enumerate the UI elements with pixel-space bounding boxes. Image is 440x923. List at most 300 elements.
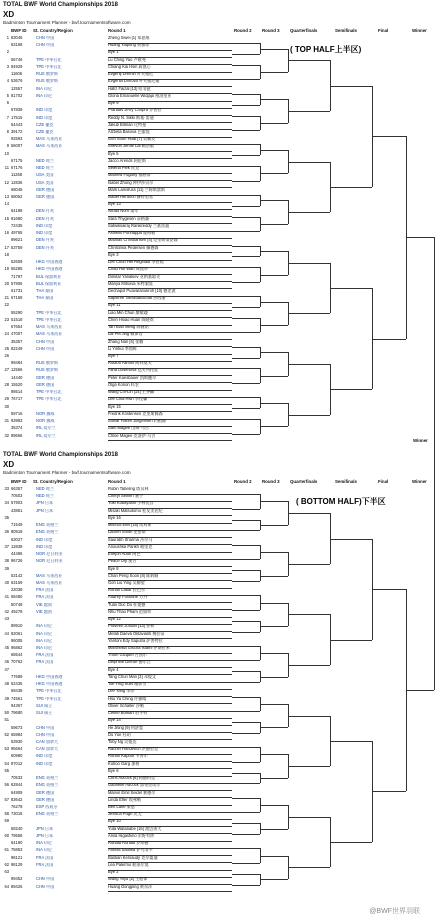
bottom-header-semifinals: Semifinals (335, 479, 357, 484)
bracket-hline (232, 267, 260, 268)
draw-position: 8 (6, 129, 9, 134)
country: FRA 法国 (36, 588, 54, 593)
bracket-hline (260, 403, 288, 404)
country: IND 印度 (36, 544, 53, 549)
player-name: Lee Chia Hsin 李佳馨 (108, 397, 148, 402)
country: DEN 丹麦 (36, 209, 54, 214)
draw-position: 37 (4, 544, 9, 549)
draw-position: 2 (6, 50, 9, 55)
draw-position: 3 (6, 64, 9, 69)
top-subtitle: Badminton Tournament Planner - bwf.tournamentsoftware.com (3, 20, 131, 25)
top-header-semifinals: Semifinals (335, 28, 357, 33)
bracket-hline (260, 805, 288, 806)
bracket-hline (330, 389, 372, 390)
bwf-id: 61731 (11, 288, 23, 293)
bracket-hline (232, 682, 260, 683)
country: NOR 挪威 (36, 419, 55, 424)
draw-position: 44 (4, 631, 9, 636)
draw-position: 52 (4, 732, 9, 737)
player-name: Pranaav Jerry Chopra 乔普拉 (108, 108, 162, 113)
bracket-hline (232, 722, 260, 723)
bracket-hline (232, 610, 260, 611)
bwf-id: 64909 (11, 790, 23, 795)
bracket-hline (232, 595, 260, 596)
bracket-hline (288, 614, 330, 615)
draw-position: 13 (4, 195, 9, 200)
country: CHN 中国 (36, 725, 55, 730)
top-header-round1: Round 1 (108, 28, 126, 33)
player-name: Sam Magee 山姆·马吉 (108, 426, 149, 431)
bracket-hline (232, 332, 260, 333)
country: VIE 越南 (36, 609, 52, 614)
draw-position: 32 (4, 433, 9, 438)
draw-position: 21 (4, 296, 9, 301)
bracket-hline (232, 823, 260, 824)
player-name: Peace Orji 奥吉 (108, 559, 137, 564)
player-name: Alzbeta Basova 巴索娃 (108, 129, 150, 134)
draw-position: 22 (4, 303, 9, 308)
draw-position: 1 (6, 36, 9, 40)
bracket-hline (232, 116, 260, 117)
bwf-id: 94367 (11, 703, 23, 708)
draw-position: 49 (4, 696, 9, 701)
draw-position: 7 (6, 115, 9, 120)
player-name: Christinna Pedersen 佩德森 (108, 245, 159, 250)
bracket-hline (372, 136, 406, 137)
bwf-id: 84929 (11, 64, 23, 69)
player-name: Chloe Magee 克洛伊·马吉 (108, 433, 156, 438)
country: ENG 英格兰 (36, 783, 59, 788)
bracket-hline (330, 842, 372, 843)
country: SUI 瑞士 (36, 711, 53, 716)
draw-position: 58 (4, 812, 9, 817)
player-name: Sara Thygesen 蒂格森 (108, 216, 150, 221)
bracket-hline (260, 173, 288, 174)
bwf-id: 52609 (11, 260, 23, 265)
bwf-id: 82249 (11, 346, 23, 351)
country: NED 荷兰 (36, 487, 54, 491)
bracket-hline (260, 727, 288, 728)
draw-position: 64 (4, 884, 9, 889)
bracket-hline (260, 224, 288, 225)
player-name: Wang Yilyu [2] 王懿律 (108, 877, 148, 882)
player-name: Kuhoo Garg 加格 (108, 761, 140, 766)
draw-position: 55 (4, 768, 9, 773)
bwf-id: 81702 (11, 93, 23, 98)
bracket-hline (232, 408, 260, 409)
country: IND 印度 (36, 537, 53, 542)
player-name: Tuan Duc Do 杜俊德 (108, 602, 146, 607)
bracket-hline (232, 155, 260, 156)
player-name: Huang Yaqiong 黄雅琼 (108, 43, 150, 48)
bwf-id: 63168 (11, 43, 23, 48)
draw-position: 15 (4, 216, 9, 221)
draw-position: 60 (4, 833, 9, 838)
player-name: Robin Tabeling 塔贝林 (108, 487, 149, 491)
bwf-id: 80918 (11, 530, 23, 535)
bracket-hline (232, 671, 260, 672)
bwf-id: 43851 (11, 508, 23, 513)
bracket-hline (372, 339, 406, 340)
bwf-id: 55290 (11, 310, 23, 315)
country: TPE 中华台北 (36, 310, 62, 315)
player-name: Jacco Arends 阿伦斯 (108, 158, 146, 163)
player-name: Sapsiree Taerattanachai 沙西丽 (108, 296, 166, 301)
player-name: Yuki Kobayashi 小林优吾 (108, 501, 154, 506)
bwf-id: 53159 (11, 580, 23, 585)
country: FRA 法国 (36, 595, 54, 600)
player-name: Tan Kian Meng 陈健铭 (108, 325, 149, 330)
bracket-hline (288, 716, 330, 717)
bracket-hline (288, 162, 330, 163)
bwf-id: 59716 (11, 411, 23, 416)
player-name: Du Yue 杜玥 (108, 732, 131, 737)
bracket-hline (288, 263, 330, 264)
bwf-id: 64188 (11, 209, 23, 214)
bottom-header-round2: Round 2 (234, 479, 252, 484)
draw-position: 29 (4, 397, 9, 402)
bracket-hline (232, 296, 260, 297)
bwf-id: 35357 (11, 339, 23, 344)
bwf-id: 63027 (11, 537, 23, 542)
bracket-hline (232, 206, 260, 207)
bracket-hline (232, 246, 260, 247)
bwf-id: 83046 (11, 36, 23, 40)
bwf-id: 77689 (11, 674, 23, 679)
bwf-id: 47007 (11, 332, 23, 337)
country: VIE 越南 (36, 602, 52, 607)
bracket-hline (232, 217, 260, 218)
bwf-id: 96005 (11, 638, 23, 643)
bwf-id: 68544 (11, 653, 23, 658)
draw-position: 59 (4, 819, 9, 824)
bracket-hline (232, 798, 260, 799)
bracket-hline (288, 313, 330, 314)
player-name: Chau Hoi Wah 周凯华 (108, 267, 148, 272)
bwf-id: 68045 (11, 187, 23, 192)
country: INA 印尼 (36, 646, 52, 651)
bracket-hline (232, 646, 260, 647)
player-name: Lauren Smith 史密斯 (108, 530, 146, 535)
player-name: Peter Kaesbauer 凯斯鲍尔 (108, 375, 157, 380)
bottom-header-bwf-id: BWF ID (11, 479, 27, 484)
bracket-hline (260, 325, 288, 326)
draw-position: 40 (4, 580, 9, 585)
bwf-id: 44496 (11, 552, 23, 557)
bwf-id: 12838 (11, 544, 23, 549)
draw-position: 38 (4, 559, 9, 564)
player-name: Toby Ng 吴俊达 (108, 739, 137, 744)
bracket-hline (232, 783, 260, 784)
country: MAS 马来西亚 (36, 580, 63, 585)
country: HKG 中国香港 (36, 674, 63, 679)
bwf-id: 54443 (11, 122, 23, 127)
country: TPE 中华台北 (36, 57, 62, 62)
bracket-hline (288, 817, 330, 818)
country: IND 印度 (36, 231, 53, 236)
bracket-hline (260, 426, 288, 427)
draw-position: 45 (4, 646, 9, 651)
bracket-hline (260, 856, 288, 857)
draw-position: 28 (4, 382, 9, 387)
player-name: Chen Hsiao Huan 陈晓欢 (108, 317, 154, 322)
player-name: Marsheilla Gischa Islami 伊斯拉米 (108, 646, 170, 651)
bwf-id: 76278 (11, 805, 23, 810)
player-name: Marvin Emil Seidel 赛德尔 (108, 790, 156, 795)
player-name: Jessica Pugh 皮尤 (108, 812, 142, 817)
country: ESP 西班牙 (36, 805, 58, 810)
player-name: Nhu Thao Pham 范如草 (108, 609, 152, 614)
player-name: Ronald Ronald 罗纳德 (108, 841, 149, 846)
bracket-hline (260, 653, 288, 654)
bracket-hline (232, 130, 260, 131)
bracket-hline (232, 105, 260, 106)
player-name: Shevon Jemie Lai 赖洁敏 (108, 144, 154, 149)
player-name: Rohan Kapoor 卡普尔 (108, 754, 148, 759)
country: MAS 马来西亚 (36, 144, 63, 149)
bracket-hline (288, 111, 330, 112)
draw-position: 46 (4, 660, 9, 665)
bracket-hline (232, 697, 260, 698)
bracket-hline (232, 256, 260, 257)
bracket-hline (260, 49, 288, 50)
draw-position: 27 (4, 368, 9, 373)
player-name: Mathew Fogarty 福格蒂 (108, 173, 151, 178)
player-name: Bye 12 (108, 617, 121, 622)
bwf-id: 70533 (11, 776, 23, 781)
bracket-hline (232, 318, 260, 319)
bwf-id: 76717 (11, 397, 23, 402)
row-underline (108, 440, 232, 441)
country: IND 印度 (36, 108, 53, 113)
country: TPE 中华台北 (36, 390, 62, 395)
bracket-hline (260, 251, 288, 252)
bwf-id: 49278 (11, 609, 23, 614)
bwf-id: 73018 (11, 812, 23, 817)
player-name: Niclas Nohr 诺尔 (108, 209, 139, 214)
bracket-hline (330, 539, 372, 540)
country: JPN 日本 (36, 826, 54, 831)
draw-position: 17 (4, 245, 9, 250)
bracket-hline (232, 621, 260, 622)
country: USA 美国 (36, 180, 54, 185)
country: FRA 法国 (36, 862, 54, 867)
top-event-code: XD (3, 10, 15, 19)
bottom-header-final: Final (378, 479, 389, 484)
bwf-id: 89910 (11, 624, 23, 629)
player-name: Alina Davletova 达夫列托娃 (108, 368, 159, 373)
bwf-id: 67175 (11, 158, 23, 163)
country: DEN 丹麦 (36, 238, 54, 243)
bwf-id: 71549 (11, 523, 23, 528)
player-name: Hafiz Faizal [13] 哈菲兹 (108, 86, 151, 91)
draw-position: 30 (4, 404, 9, 409)
bwf-id: 12566 (11, 368, 23, 373)
player-name: Wang Chi-Lin [14] 王齐麟 (108, 390, 155, 395)
bracket-hline (260, 778, 288, 779)
player-name: Goh Soon Huat [7] 吴顺发 (108, 137, 156, 142)
bwf-id: 53676 (11, 79, 23, 84)
bwf-id: 64180 (11, 841, 23, 846)
bracket-hline (232, 94, 260, 95)
player-name: Cheryl Seinen 塞宁 (108, 494, 144, 499)
bracket-hline (232, 166, 260, 167)
player-name: Mariya Mitsova 米特索娃 (108, 281, 154, 286)
bracket-hline (232, 559, 260, 560)
bwf-id: 89426 (11, 884, 23, 889)
bwf-id: 68052 (11, 195, 23, 200)
draw-position: 43 (4, 617, 9, 622)
bwf-id: 99621 (11, 238, 23, 243)
bwf-id: 89666 (11, 433, 23, 438)
draw-position: 34 (4, 501, 9, 506)
player-name: Arisa Higashino 东野有纱 (108, 833, 155, 838)
draw-position: 61 (4, 848, 9, 853)
country: GER 德国 (36, 797, 55, 802)
bwf-id: 74561 (11, 696, 23, 701)
bwf-id: 12836 (11, 180, 23, 185)
bwf-id: 53142 (11, 573, 23, 578)
bwf-id: 65984 (11, 732, 23, 737)
bracket-hline (232, 834, 260, 835)
bracket-hline (260, 525, 288, 526)
country: TPE 中华台北 (36, 317, 62, 322)
player-name: Zhang Nan [6] 张楠 (108, 339, 144, 344)
country: NED 荷兰 (36, 494, 54, 499)
player-name: Gabrielle Adcock 加布里埃尔 (108, 783, 161, 788)
top-header-bwf-id: BWF ID (11, 28, 27, 33)
bracket-hline (260, 829, 288, 830)
country: CHN 中国 (36, 884, 55, 889)
player-name: Bye 3 (108, 252, 119, 257)
player-name: Evgenia Dimova 叶夫根尼娅 (108, 79, 160, 84)
draw-position: 47 (4, 667, 9, 672)
overall-winner-label: Winner (413, 438, 428, 443)
country: INA 印尼 (36, 848, 52, 853)
draw-position: 56 (4, 783, 9, 788)
bracket-hline (232, 368, 260, 369)
country: SUI 瑞士 (36, 703, 53, 708)
bwf-id: 93983 (11, 419, 23, 424)
bracket-hline (260, 200, 288, 201)
bracket-hline (232, 885, 260, 886)
player-name: Yantoni Edy Saputra 萨普特拉 (108, 638, 163, 643)
bracket-hline (232, 195, 260, 196)
draw-position: 41 (4, 595, 9, 600)
player-name: Lee Chun Hei Reginald 李晋熙 (108, 260, 164, 265)
bracket-hline (232, 520, 260, 521)
player-name: Bye 5 (108, 151, 119, 156)
draw-position: 4 (6, 79, 9, 84)
bwf-id: 22038 (11, 588, 23, 593)
bwf-id: 81680 (11, 216, 23, 221)
player-name: Evgenij Dremin 叶夫根尼 (108, 72, 154, 77)
bracket-hline (232, 282, 260, 283)
player-name: Hsu Ya Ching 许雅晴 (108, 696, 147, 701)
bwf-id: 57839 (11, 108, 23, 113)
bwf-id: 67903 (11, 501, 23, 506)
player-name: Celine Burkart 伯卡特 (108, 711, 148, 716)
bracket-hline (232, 848, 260, 849)
top-header-country: St. Country/Region (33, 28, 73, 33)
bwf-id: 58240 (11, 826, 23, 831)
player-name: Mark Lamsfuss [11] 兰姆斯富斯 (108, 187, 166, 192)
player-name: Delphine Delrue 德尔吕 (108, 660, 151, 665)
bwf-id: 71797 (11, 274, 23, 279)
bracket-hline (232, 54, 260, 55)
draw-position: 50 (4, 711, 9, 716)
bracket-hline (288, 364, 330, 365)
player-name: Gloria Emanuelle Widjaja 格洛里亚 (108, 93, 172, 98)
draw-position: 35 (4, 515, 9, 520)
country: USA 美国 (36, 173, 54, 178)
bracket-hline (288, 564, 330, 565)
bwf-id: 98129 (11, 862, 23, 867)
player-name: Bye 16 (108, 515, 121, 520)
bracket-hline (232, 231, 260, 232)
row-underline (108, 891, 232, 892)
country: THA 泰国 (36, 288, 54, 293)
country: GER 德国 (36, 187, 55, 192)
draw-position: 62 (4, 862, 9, 867)
draw-position: 54 (4, 761, 9, 766)
bracket-hline (232, 181, 260, 182)
bracket-hline (288, 212, 330, 213)
player-name: Enejoh Abah 阿巴 (108, 552, 141, 557)
draw-position: 12 (4, 180, 9, 185)
bracket-hline (260, 376, 288, 377)
country: IND 印度 (36, 115, 53, 120)
bwf-id: 70503 (11, 494, 23, 499)
country: RUS 俄罗斯 (36, 72, 59, 77)
country: CHN 中国 (36, 36, 55, 40)
country: ENG 英格兰 (36, 530, 59, 535)
bottom-event-code: XD (3, 460, 15, 469)
country: HKG 中国香港 (36, 260, 63, 265)
bwf-id: 11606 (11, 72, 23, 77)
country: FRA 法国 (36, 660, 54, 665)
bottom-header-winner: Winner (412, 479, 427, 484)
country: CZE 捷克 (36, 122, 54, 127)
bwf-id: 17515 (11, 115, 23, 120)
bracket-hline (288, 60, 330, 61)
player-name: Audrey Fontaine 方丹 (108, 595, 148, 600)
bwf-id: 56746 (11, 57, 23, 62)
draw-position: 14 (4, 202, 9, 207)
bracket-hline (232, 530, 260, 531)
bracket-hline (232, 570, 260, 571)
country: ENG 英格兰 (36, 812, 59, 817)
draw-position: 39 (4, 566, 9, 571)
bracket-hline (232, 65, 260, 66)
bwf-id: 75853 (11, 848, 23, 853)
country: ENG 英格兰 (36, 523, 59, 528)
bwf-id: 56007 (11, 144, 23, 149)
player-name: Misaki Matsutomo 松友美佐纪 (108, 508, 163, 513)
top-header-round2: Round 2 (234, 28, 252, 33)
country: CHN 中国 (36, 346, 55, 351)
draw-position: 26 (4, 354, 9, 359)
country: CHN 中国 (36, 339, 55, 344)
country: MAS 马来西亚 (36, 332, 63, 337)
bracket-hline (232, 434, 260, 435)
top-header-winner: Winner (412, 28, 427, 33)
bwf-id: 68480 (11, 595, 23, 600)
draw-position: 19 (4, 267, 9, 272)
country: INA 印尼 (36, 624, 52, 629)
country: DEN 丹麦 (36, 245, 54, 250)
player-name: Selena Piek 皮克 (108, 166, 140, 171)
